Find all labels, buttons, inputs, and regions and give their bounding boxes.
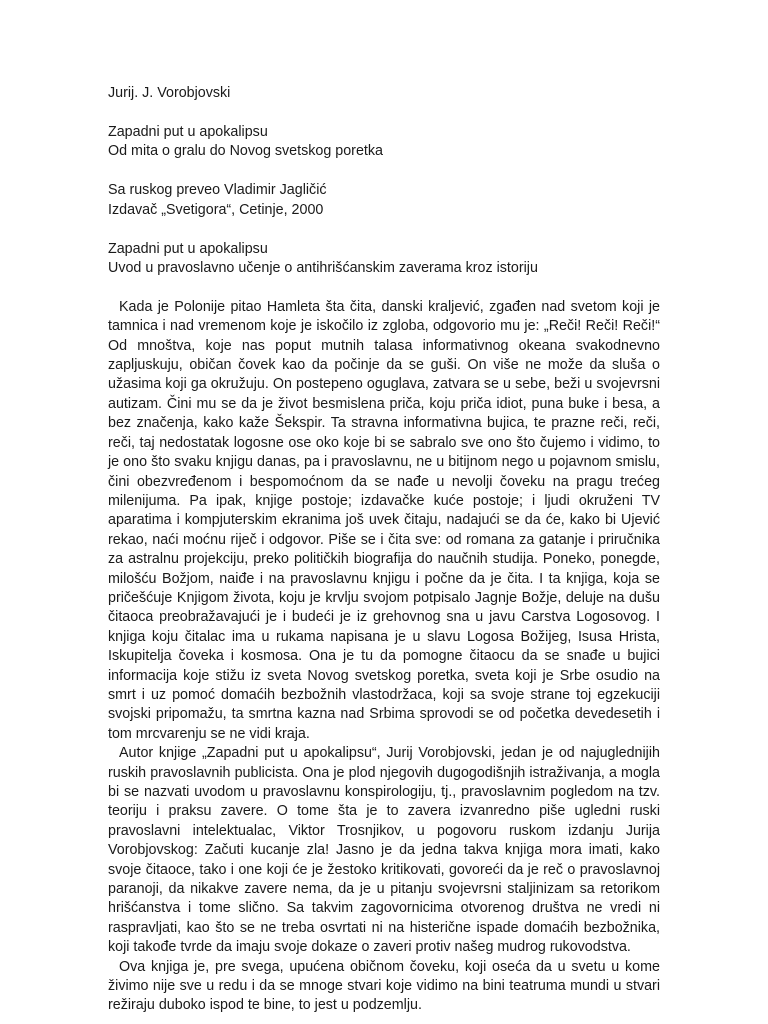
publication-info-block: [108, 181, 660, 220]
body-text: [108, 298, 660, 1016]
author-block: [108, 84, 660, 103]
paragraph: Kada je Polonije pitao Hamleta šta čita, danski kraljević, zgađen nad svetom koji je tamnica i nad vremenom koje je iskočilo iz zgloba, odgovorio mu je: „Reči! Reči! Reči!“ Od mnoštva, koje nas poput mutnih talasa informativnog okeana svakodnevno zapljuskuju, običan čovek kao da počinje da se guši. On više ne može da sluša o užasima koji ga okružuju. On postepeno oguglava, zatvara se u sebe, beži u svojevrsni autizam. Čini mu se da je život besmislena priča, koju priča idiot, puna buke i besa, a bez značenja, kako kaže Šekspir. Ta stravna informativna bujica, te prazne reči, reči, reči, taj nedostatak logosne ose oko koje bi se sabralo sve ono što čujemo i vidimo, to je ono što svaku knjigu danas, pa i pravoslavnu, ne u bitijnom nego u pojavnom smislu, čini obezvređenom i bespomoćnom da se nađe u nevolji čoveku na pragu trećeg milenijuma. Pa ipak, knjige postoje; izdavačke kuće postoje; i ljudi okruženi TV aparatima i kompjuterskim ekranima još uvek čitaju, nadajući se da će, kako bi Ujević rekao, naći moćnu riječ i odgovor. Piše se i čita sve: od romana za gatanje i priručnika za astralnu projekciju, preko političkih biografija do naučnih studija. Poneko, ponegde, milošću Božjom, naiđe i na pravoslavnu knjigu i počne da je čita. I ta knjiga, koja se pričešćuje Knjigom života, koju je krvlju svojom potpisalo Jagnje Božje, deluje na dušu čitaoca preobražavajući je i budeći je iz grehovnog sna u javu Carstva Logosovog. I knjiga koju čitalac ima u rukama napisana je u slavu Logosa Božijeg, Isusa Hrista, Iskupitelja čoveka i kosmosa. Ona je tu da pomogne čitaocu da se snađe u bujici informacija koje stižu iz sveta Novog svetskog poretka, sveta koji je Srbe osudio na smrt i uz pomoć domaćih bezbožnih vlastodržaca, koji sa svoje strane toj egzekuciji svojski pripomažu, ta smrtna kazna nad Srbima sprovodi se od početka devedesetih i tom mrcvarenju se ne vidi kraja.: [108, 298, 660, 742]
original-title-block: [108, 123, 660, 162]
paragraph: Ova knjiga je, pre svega, upućena običnom čoveku, koji oseća da u svetu u kome živimo nije sve u redu i da se mnoge stvari koje vidimo na bini teatruma mundi u stvari režiraju duboko ispod te bine, to jest u podzemlju.: [108, 958, 660, 1014]
book-subtitle: Od mita o gralu do Novog svetskog poretka: [108, 143, 383, 160]
book-title: Zapadni put u apokalipsu: [108, 123, 268, 140]
edition-subtitle: Uvod u pravoslavno učenje o antihrišćanskim zaverama kroz istoriju: [108, 259, 538, 276]
publisher-line: Izdavač „Svetigora“, Cetinje, 2000: [108, 201, 324, 218]
translator-line: Sa ruskog preveo Vladimir Jagličić: [108, 182, 327, 199]
edition-title: Zapadni put u apokalipsu: [108, 240, 268, 257]
paragraph: Autor knjige „Zapadni put u apokalipsu“, Jurij Vorobjovski, jedan je od najuglednijih ruskih pravoslavnih publicista. Ona je plod njegovih dugogodišnjih istraživanja, a mogla bi se nazvati uvodom u pravoslavnu konspirologiju, tj., pravoslavnim pogledom na tzv. teoriju i praksu zavere. O tome šta je to zavera izvanredno piše ugledni ruski pravoslavni intelektualac, Viktor Trosnjikov, u pogovoru ruskom izdanju Jurija Vorobjovskog: Začuti kucanje zla! Jasno je da jedna takva knjiga mora imati, kako svoje čitaoce, tako i one koji će je žestoko kritikovati, govoreći da je reč o pravoslavnoj paranoji, da nikakve zavere nema, da je u pitanju svojevrsni staljinizam sa retorikom hrišćanstva i tome slično. Sa takvim zagovornicima otvorenog društva ne vredi ni raspravljati, kao što se ne treba osvrtati ni na histerične ispade domaćih bezbožnika, koji takođe tvrde da imaju svoje dokaze o zaveri protiv našeg mudrog rukovodstva.: [108, 745, 660, 956]
document-text: [108, 84, 660, 1016]
author-name: Jurij. J. Vorobjovski: [108, 85, 231, 101]
edition-title-block: [108, 240, 660, 279]
